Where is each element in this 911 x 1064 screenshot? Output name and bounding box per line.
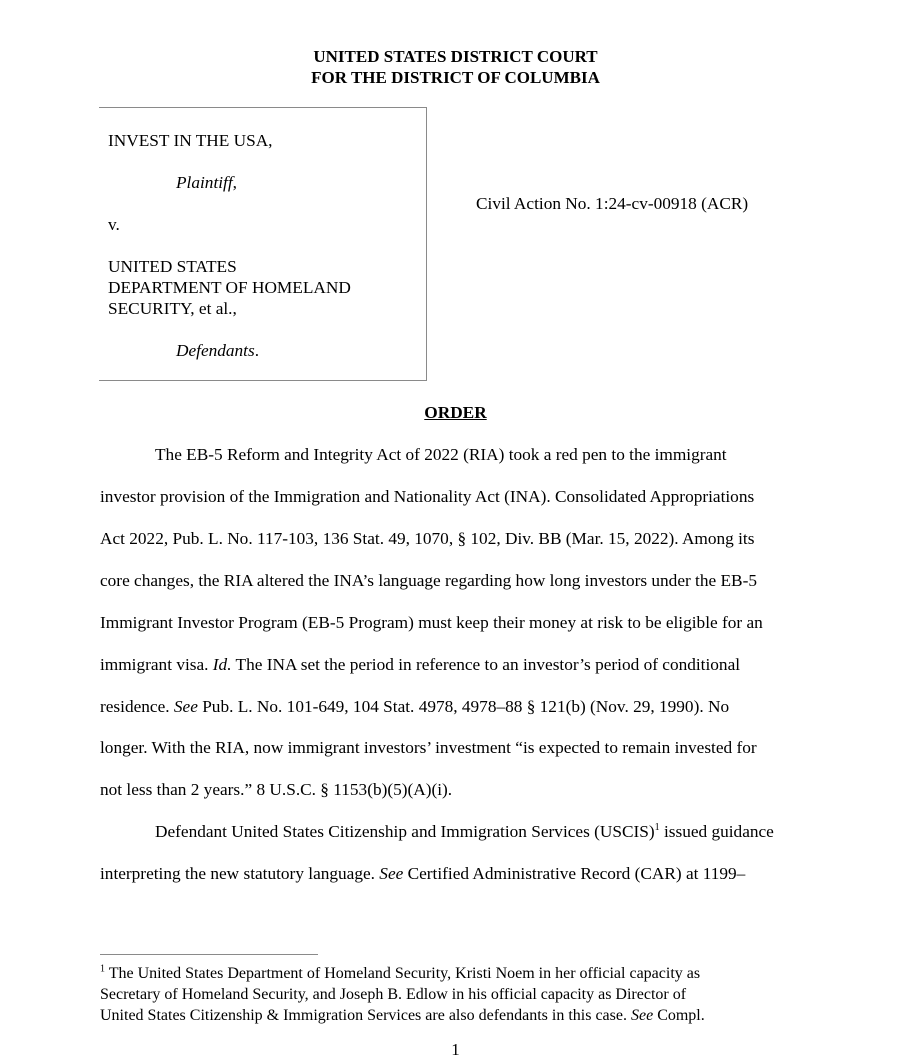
text-run: Immigrant Investor Program (EB-5 Program) must keep their money at risk to be eligible for an — [100, 613, 763, 632]
plaintiff-role-label: Plaintiff — [176, 173, 233, 192]
text-run: issued guidance — [659, 822, 774, 841]
footnote-marker: 1 — [100, 963, 105, 975]
order-text-line — [100, 864, 745, 884]
citation-signal: See — [173, 697, 198, 716]
text-run: Defendant United States Citizenship and Immigration Services (USCIS) — [155, 822, 655, 841]
order-text-line — [100, 487, 754, 507]
versus: v. — [108, 215, 120, 234]
order-title: ORDER — [424, 403, 487, 422]
text-run: interpreting the new statutory language. — [100, 864, 380, 883]
footnote-signal-see: See — [630, 1007, 654, 1024]
footnote-line1 — [100, 964, 700, 985]
citation-signal: Id. — [212, 655, 232, 674]
text-run: Certified Administrative Record (CAR) at 1199– — [403, 864, 746, 883]
text-run: longer. With the RIA, now immigrant investors’ investment “is expected to remain invested for — [100, 738, 757, 757]
text-run: immigrant visa. — [100, 655, 213, 674]
footnote-line2: Secretary of Homeland Security, and Joseph B. Edlow in his official capacity as Director of — [100, 986, 687, 1003]
defendant-line3: SECURITY, et al., — [108, 299, 237, 318]
text-run: core changes, the RIA altered the INA’s language regarding how long investors under the EB-5 — [100, 571, 757, 590]
order-text-line — [100, 571, 757, 591]
order-text-line — [100, 738, 757, 758]
text-run: investor provision of the Immigration and Nationality Act (INA). Consolidated Appropriations — [100, 487, 755, 506]
plaintiff-role-suffix: , — [232, 173, 237, 192]
order-text-line — [155, 822, 774, 842]
citation-signal: See — [379, 864, 404, 883]
text-run: residence. — [100, 697, 174, 716]
plaintiff-name: INVEST IN THE USA, — [108, 131, 273, 150]
text-run: not less than 2 years.” 8 U.S.C. § 1153(b)(5)(A)(i). — [100, 780, 453, 799]
order-text-line — [100, 780, 452, 800]
text-run: Act 2022, Pub. L. No. 117-103, 136 Stat. 49, 1070, § 102, Div. BB (Mar. 15, 2022). Among its — [100, 529, 755, 548]
defendant-role-label: Defendants — [176, 341, 255, 360]
text-run: Pub. L. No. 101-649, 104 Stat. 4978, 4978–88 § 121(b) (Nov. 29, 1990). No — [197, 697, 730, 716]
order-text-line — [100, 613, 763, 633]
defendant-role — [176, 340, 259, 361]
order-text-line — [100, 655, 740, 675]
court-name-line2: FOR THE DISTRICT OF COLUMBIA — [311, 68, 600, 87]
page-number: 1 — [451, 1040, 460, 1059]
footnote-reference[interactable]: 1 — [654, 822, 660, 834]
order-text-line — [100, 529, 754, 549]
footnote-text-1: The United States Department of Homeland Security, Kristi Noem in her official capacity as — [105, 965, 701, 982]
footnote-divider — [100, 954, 318, 955]
plaintiff-role — [176, 172, 237, 193]
order-text-line — [155, 445, 727, 465]
footnote-line3 — [100, 1006, 705, 1027]
defendant-line1: UNITED STATES — [108, 257, 237, 276]
defendant-role-suffix: . — [254, 341, 260, 360]
text-run: The EB-5 Reform and Integrity Act of 2022 (RIA) took a red pen to the immigrant — [155, 445, 727, 464]
defendant-line2: DEPARTMENT OF HOMELAND — [108, 278, 351, 297]
text-run: The INA set the period in reference to an investor’s period of conditional — [231, 655, 741, 674]
footnote-text-3b: Compl. — [653, 1007, 705, 1024]
case-number: Civil Action No. 1:24-cv-00918 (ACR) — [476, 194, 749, 213]
order-text-line — [100, 697, 729, 717]
footnote-text-3a: United States Citizenship & Immigration Services are also defendants in this case. — [100, 1007, 631, 1024]
court-name-line1: UNITED STATES DISTRICT COURT — [313, 47, 598, 66]
